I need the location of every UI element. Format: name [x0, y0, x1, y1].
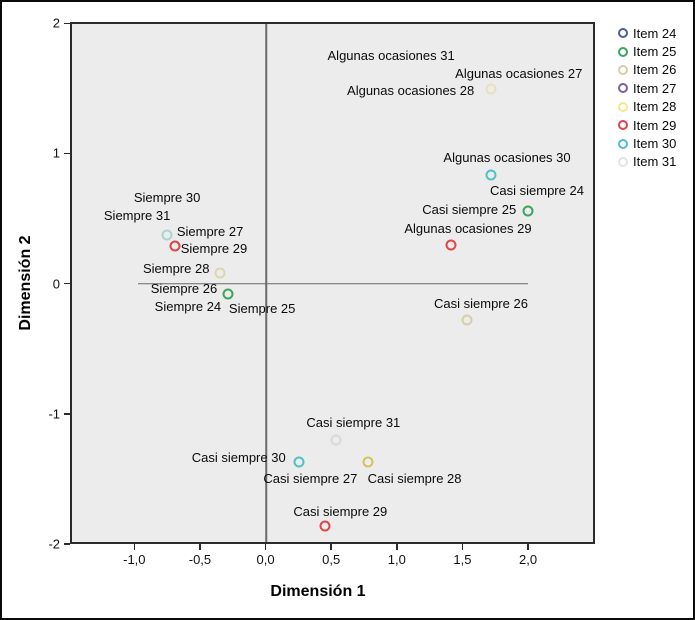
point-label: Casi siempre 26: [434, 296, 528, 312]
point-label: Siempre 31: [103, 208, 171, 224]
point-label: Casi siempre 24: [490, 182, 584, 198]
data-point-marker: [319, 521, 330, 532]
point-label: Siempre 30: [133, 190, 201, 206]
x-axis-tick-label: 2,0: [519, 552, 538, 567]
x-axis-tick-mark: [134, 544, 136, 550]
legend-swatch-icon: [618, 102, 628, 112]
x-axis-tick-mark: [396, 544, 398, 550]
point-label: Algunas ocasiones 27: [455, 66, 583, 82]
legend-item: [618, 24, 676, 42]
x-axis-tick-label: -1,0: [123, 552, 146, 567]
x-axis-tick-label: -0,5: [188, 552, 212, 567]
legend-item-label: Item 26: [633, 62, 677, 78]
data-point-marker: [362, 456, 373, 467]
point-label: Algunas ocasiones 29: [404, 221, 532, 237]
y-axis-tick-mark: [64, 543, 70, 545]
x-axis-tick-mark: [265, 544, 267, 550]
legend-swatch-icon: [618, 28, 628, 38]
legend-item: [618, 116, 676, 134]
legend-item-label: Item 30: [633, 136, 677, 152]
plot-area: [70, 22, 595, 544]
x-axis-tick-label: 0,0: [256, 552, 275, 567]
data-point-marker: [486, 83, 497, 94]
point-label: Casi siempre 31: [306, 415, 401, 431]
y-axis-tick-label: 2: [52, 15, 60, 31]
y-axis-tick-label: -2: [48, 536, 60, 552]
y-axis-tick-mark: [64, 413, 70, 415]
point-label: Siempre 25: [228, 301, 296, 317]
y-axis-tick-mark: [64, 153, 70, 155]
data-point-marker: [446, 239, 457, 250]
legend-item-label: Item 25: [633, 44, 677, 60]
x-axis-tick-mark: [527, 544, 529, 550]
x-axis-tick-label: 0,5: [322, 552, 341, 567]
point-label: Algunas ocasiones 30: [443, 150, 571, 166]
data-point-marker: [162, 229, 173, 240]
legend-item-label: Item 29: [633, 117, 677, 133]
legend-item: [618, 134, 676, 152]
x-axis-tick-label: 1,5: [453, 552, 472, 567]
legend-swatch-icon: [618, 47, 628, 57]
legend-swatch-icon: [618, 120, 628, 130]
point-label: Casi siempre 30: [191, 450, 286, 466]
y-axis-tick-mark: [64, 23, 70, 25]
point-label: Algunas ocasiones 28: [347, 83, 475, 99]
data-point-marker: [293, 456, 304, 467]
x-axis-title: Dimensión 1: [270, 583, 366, 600]
point-label: Algunas ocasiones 31: [327, 48, 455, 64]
x-axis-tick-mark: [330, 544, 332, 550]
y-axis-title: Dimensión 2: [17, 235, 34, 331]
legend-item-label: Item 28: [633, 99, 677, 115]
data-point-marker: [522, 206, 533, 217]
legend-item: [618, 42, 676, 60]
data-point-marker: [486, 170, 497, 181]
legend-item: [618, 153, 676, 171]
legend-swatch-icon: [618, 139, 628, 149]
point-label: Casi siempre 25: [422, 202, 517, 217]
data-point-marker: [331, 434, 342, 445]
data-point-marker: [223, 288, 234, 299]
point-label: Siempre 28: [142, 261, 210, 277]
y-axis-tick-label: -1: [48, 406, 60, 422]
legend-item: [618, 61, 676, 79]
data-point-marker: [169, 241, 180, 252]
legend-item: [618, 79, 676, 97]
x-axis-tick-mark: [462, 544, 464, 550]
legend-item-label: Item 24: [633, 25, 677, 41]
point-label: Siempre 29: [180, 240, 248, 256]
legend-item: [618, 98, 676, 116]
legend-swatch-icon: [618, 83, 628, 93]
data-point-marker: [215, 268, 226, 279]
point-label: Casi siempre 27: [263, 470, 358, 486]
y-axis-tick-label: 1: [52, 145, 60, 161]
point-label: Siempre 26: [150, 280, 218, 296]
point-label: Casi siempre 29: [293, 504, 388, 520]
x-axis-tick-mark: [199, 544, 201, 550]
legend-item-label: Item 31: [633, 154, 677, 170]
point-label: Siempre 27: [176, 223, 244, 239]
point-label: Siempre 24: [154, 298, 222, 314]
legend: [618, 24, 676, 171]
y-axis-tick-label: 0: [52, 276, 60, 292]
data-point-marker: [461, 314, 472, 325]
x-axis-tick-label: 1,0: [387, 552, 406, 567]
legend-swatch-icon: [618, 65, 628, 75]
legend-item-label: Item 27: [633, 80, 677, 96]
legend-swatch-icon: [618, 157, 628, 167]
y-axis-tick-mark: [64, 283, 70, 285]
point-label: Casi siempre 28: [367, 470, 462, 486]
